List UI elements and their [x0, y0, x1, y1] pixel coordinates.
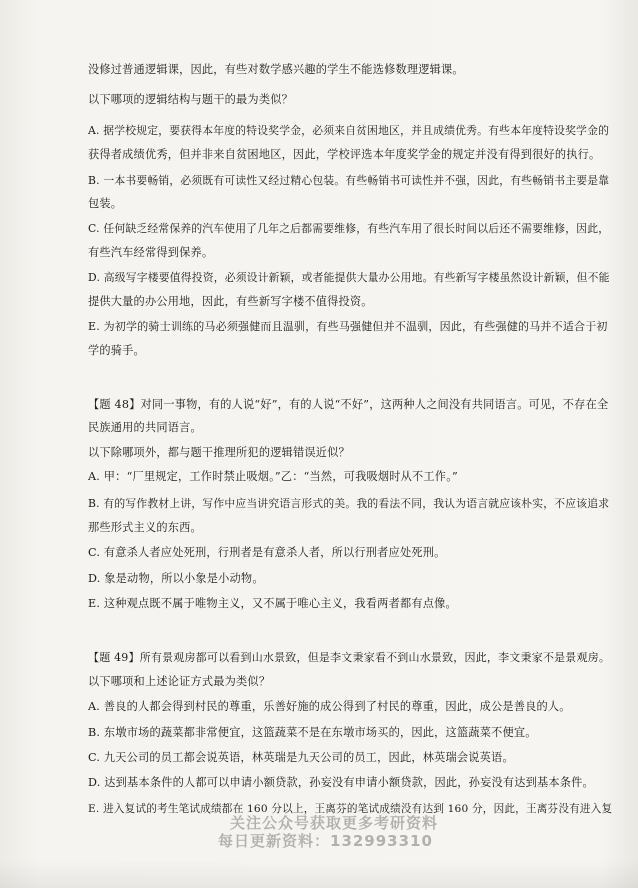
q47-option-c-cont: 有些汽车经常得到保养。 [88, 246, 214, 259]
q49-stem: 【题 49】所有景观房都可以看到山水景致，但是李文秉家看不到山水景致，因此，李文秉家不是景观房。 [88, 651, 611, 664]
q47-option-d: D. 高级写字楼要值得投资，必须设计新颖，或者能提供大量办公用地。有些新写字楼虽然设计新颖，但不能 [88, 271, 610, 284]
q47-option-e-cont: 学的骑手。 [88, 344, 145, 357]
q49-option-c: C. 九天公司的员工都会说英语，林英瑞是九天公司的员工，因此，林英瑞会说英语。 [88, 751, 514, 764]
q48-option-c: C. 有意杀人者应处死刑，行刑者是有意杀人者，所以行刑者应处死刑。 [88, 546, 446, 559]
q47-option-d-cont: 提供大量的办公用地，因此，有些新写字楼不值得投资。 [88, 295, 373, 308]
q47-option-a: A. 据学校规定，要获得本年度的特设奖学金，必须来自贫困地区，并且成绩优秀。有些本年度特设奖学金的 [88, 124, 610, 137]
q47-question: 以下哪项的逻辑结构与题干的最为类似？ [88, 93, 293, 106]
watermark-line-1: 关注公众号获取更多考研资料 [230, 814, 439, 832]
q47-option-a-cont: 获得者成绩优秀，但并非来自贫困地区，因此，学校评选本年度奖学金的规定并没有得到很好的执行。 [88, 148, 601, 161]
q48-stem: 【题 48】对同一事物，有的人说“好”，有的人说“不好”，这两种人之间没有共同语言。可见，不存在全 [88, 398, 609, 411]
q49-question: 以下哪项和上述论证方式最为类似？ [88, 675, 271, 688]
q49-option-b: B. 东墩市场的蔬菜都非常便宜，这篮蔬菜不是在东墩市场买的，因此，这篮蔬菜不便宜。 [88, 726, 537, 739]
q47-option-b-cont: 包装。 [88, 197, 123, 210]
q49-option-a: A. 善良的人都会得到村民的尊重，乐善好施的成公得到了村民的尊重，因此，成公是善良的人。 [88, 700, 571, 713]
q48-option-b-cont: 那些形式主义的东西。 [88, 521, 202, 534]
watermark-line-2: 每日更新资料：132993310 [218, 832, 433, 850]
q48-option-a: A. 甲：“厂里规定，工作时禁止吸烟。”乙：“当然，可我吸烟时从不工作。” [88, 470, 458, 483]
q47-option-b: B. 一本书要畅销，必须既有可读性又经过精心包装。有些畅销书可读性并不强，因此，有些畅销书主要是靠 [88, 174, 610, 187]
q48-option-e: E. 这种观点既不属于唯物主义，又不属于唯心主义，我看两者都有点像。 [88, 597, 457, 610]
q48-question: 以下除哪项外，都与题干推理所犯的逻辑错误近似？ [88, 446, 350, 459]
q47-option-c: C. 任何缺乏经常保养的汽车使用了几年之后都需要维修，有些汽车用了很长时间以后还不需要维修，因此， [88, 222, 610, 235]
q49-option-e: E. 进入复试的考生笔试成绩都在 160 分以上，王离芬的笔试成绩没有达到 160 分，因此，王离芬没有进入复 [88, 803, 613, 815]
q48-stem-cont: 民族通用的共同语言。 [88, 421, 202, 434]
q48-option-d: D. 象是动物，所以小象是小动物。 [88, 572, 264, 585]
q48-option-b: B. 有的写作教材上讲，写作中应当讲究语言形式的美。我的看法不同，我认为语言就应该朴实，不应该追求 [88, 497, 610, 510]
q47-option-e: E. 为初学的骑士训练的马必须强健而且温驯，有些马强健但并不温驯，因此，有些强健的马并不适合于初 [88, 320, 608, 333]
q47-stem-line: 没修过普通逻辑课，因此，有些对数学感兴趣的学生不能选修数理逻辑课。 [88, 63, 464, 76]
page-edge-shadow [0, 860, 638, 888]
q49-option-d: D. 达到基本条件的人都可以申请小额贷款，孙妄没有申请小额贷款，因此，孙妄没有达到基本条件。 [88, 776, 594, 789]
